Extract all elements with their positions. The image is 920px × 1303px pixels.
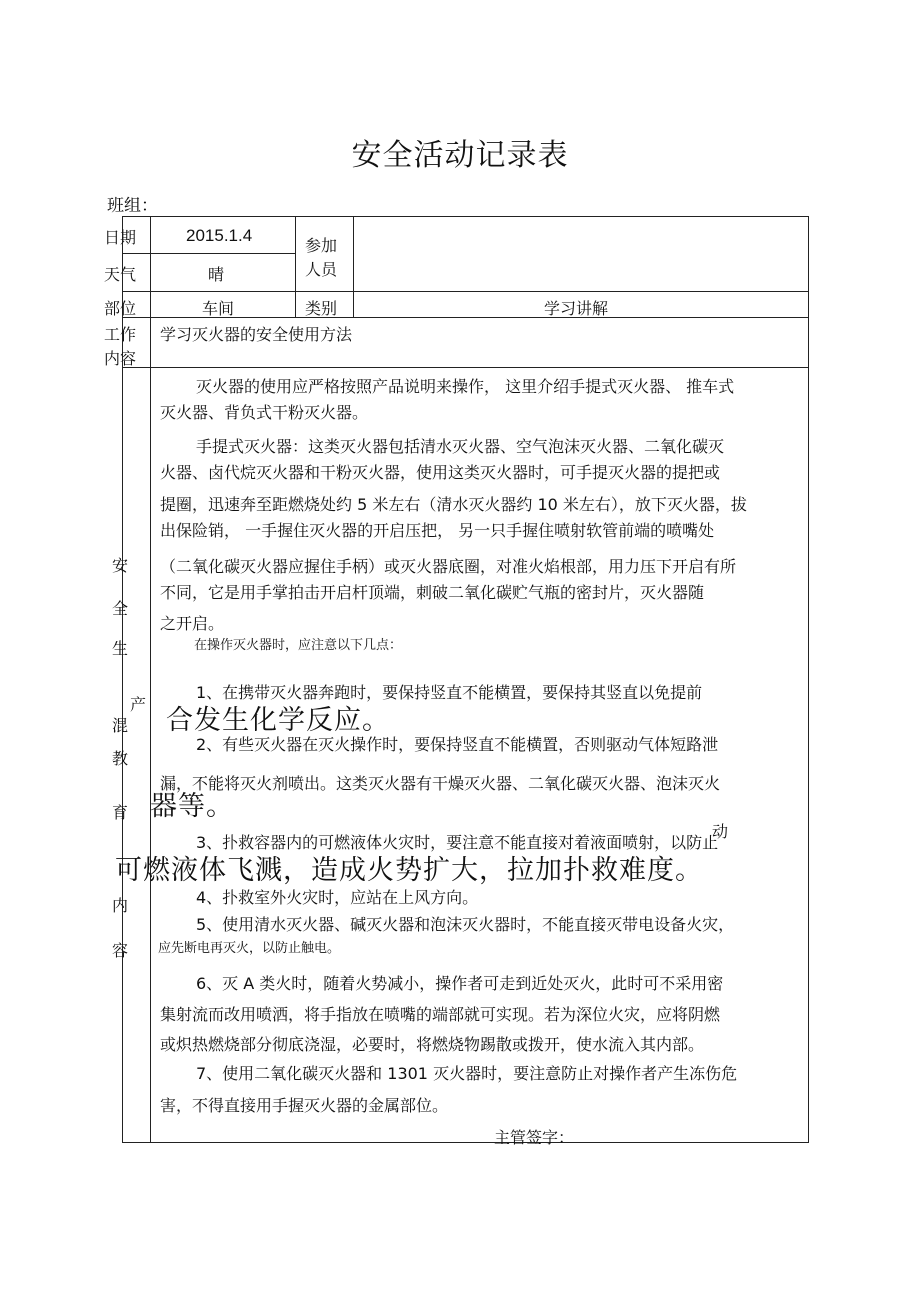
signature-label: 主管签字： — [494, 1128, 575, 1147]
content-line: 5、使用清水灭火器、碱灭火器和泡沫灭火器时，不能直接灭带电设备火灾， — [196, 915, 735, 934]
content-line: （二氧化碳灭火器应握住手柄）或灭火器底圈，对准火焰根部，用力压下开启有所 — [160, 557, 737, 576]
department-value: 车间 — [202, 299, 235, 318]
content-line: 漏，不能将灭火剂喷出。这类灭火器有干燥灭火器、二氧化碳灭火器、泡沫灭火 — [160, 774, 721, 793]
side-label-char: 容 — [112, 941, 129, 960]
content-line: 2、有些灭火器在灭火操作时，要保持竖直不能横置，否则驱动气体短路泄 — [196, 735, 719, 754]
content-line: 4、扑救室外火灾时，应站在上风方向。 — [196, 888, 479, 907]
content-line: 集射流而改用喷洒，将手指放在喷嘴的端部就可实现。若为深位火灾，应将阴燃 — [160, 1005, 721, 1024]
side-label-char: 生 — [112, 639, 129, 658]
content-line: 出保险销， 一手握住灭火器的开启压把， 另一只手握住喷射软管前端的喷嘴处 — [160, 521, 715, 540]
content-line: 火器、卤代烷灭火器和干粉灭火器，使用这类灭火器时，可手提灭火器的提把或 — [160, 463, 721, 482]
side-label-char: 混 — [112, 716, 129, 735]
content-line: 灭火器的使用应严格按照产品说明来操作， 这里介绍手提式灭火器、 推车式 — [196, 377, 735, 396]
department-label: 部位 — [104, 299, 137, 318]
content-note: 在操作灭火器时，应注意以下几点： — [194, 638, 403, 653]
side-label-char: 全 — [112, 599, 129, 618]
participants-label-1: 参加 — [305, 236, 338, 255]
content-line-large: 合发生化学反应。 — [166, 705, 390, 736]
date-label: 日期 — [104, 228, 137, 247]
content-line-large: 可燃液体飞溅，造成火势扩大，拉加扑救难度。 — [115, 855, 703, 886]
team-label: 班组： — [107, 196, 158, 216]
content-line: 灭火器、背负式干粉灭火器。 — [160, 403, 369, 422]
content-line: 之开启。 — [160, 614, 225, 633]
content-line: 害，不得直接用手握灭火器的金属部位。 — [160, 1096, 449, 1115]
date-value: 2015.1.4 — [186, 226, 253, 245]
side-label-char: 产 — [130, 695, 147, 714]
content-line: 3、扑救容器内的可燃液体火灾时，要注意不能直接对着液面喷射，以防止 — [196, 833, 719, 852]
side-label-char: 育 — [112, 803, 129, 822]
work-label-1: 工作 — [104, 325, 137, 344]
page-title: 安全活动记录表 — [351, 138, 569, 173]
side-label-char: 动 — [712, 822, 729, 841]
weather-value: 晴 — [208, 265, 225, 284]
content-line: 不同，它是用手掌拍击开启杆顶端，刺破二氧化碳贮气瓶的密封片，灭火器随 — [160, 583, 705, 602]
content-line: 7、使用二氧化碳灭火器和 1301 灭火器时，要注意防止对操作者产生冻伤危 — [196, 1064, 738, 1083]
content-line: 应先断电再灭火，以防止触电。 — [158, 941, 341, 956]
category-value: 学习讲解 — [544, 299, 609, 318]
content-line: 手提式灭火器：这类灭火器包括清水灭火器、空气泡沫灭火器、二氧化碳灭 — [196, 437, 725, 456]
content-line: 1、在携带灭火器奔跑时，要保持竖直不能横置，要保持其竖直以免提前 — [196, 683, 703, 702]
content-line-large: 器等。 — [150, 791, 234, 822]
content-line: 或炽热燃烧部分彻底浇湿，必要时，将燃烧物踢散或拨开，使水流入其内部。 — [160, 1035, 705, 1054]
work-label-2: 内容 — [104, 349, 137, 368]
work-value: 学习灭火器的安全使用方法 — [160, 325, 353, 344]
side-label-char: 安 — [112, 556, 129, 575]
content-line: 提圈，迅速奔至距燃烧处约 5 米左右（清水灭火器约 10 米左右），放下灭火器，拔 — [160, 495, 747, 514]
content-line: 6、灭 A 类火时，随着火势减小，操作者可走到近处灭火，此时可不采用密 — [196, 974, 724, 993]
category-label: 类别 — [305, 299, 338, 318]
side-label-char: 内 — [112, 896, 129, 915]
side-label-char: 教 — [112, 749, 129, 768]
weather-label: 天气 — [104, 265, 137, 284]
participants-label-2: 人员 — [305, 260, 338, 279]
